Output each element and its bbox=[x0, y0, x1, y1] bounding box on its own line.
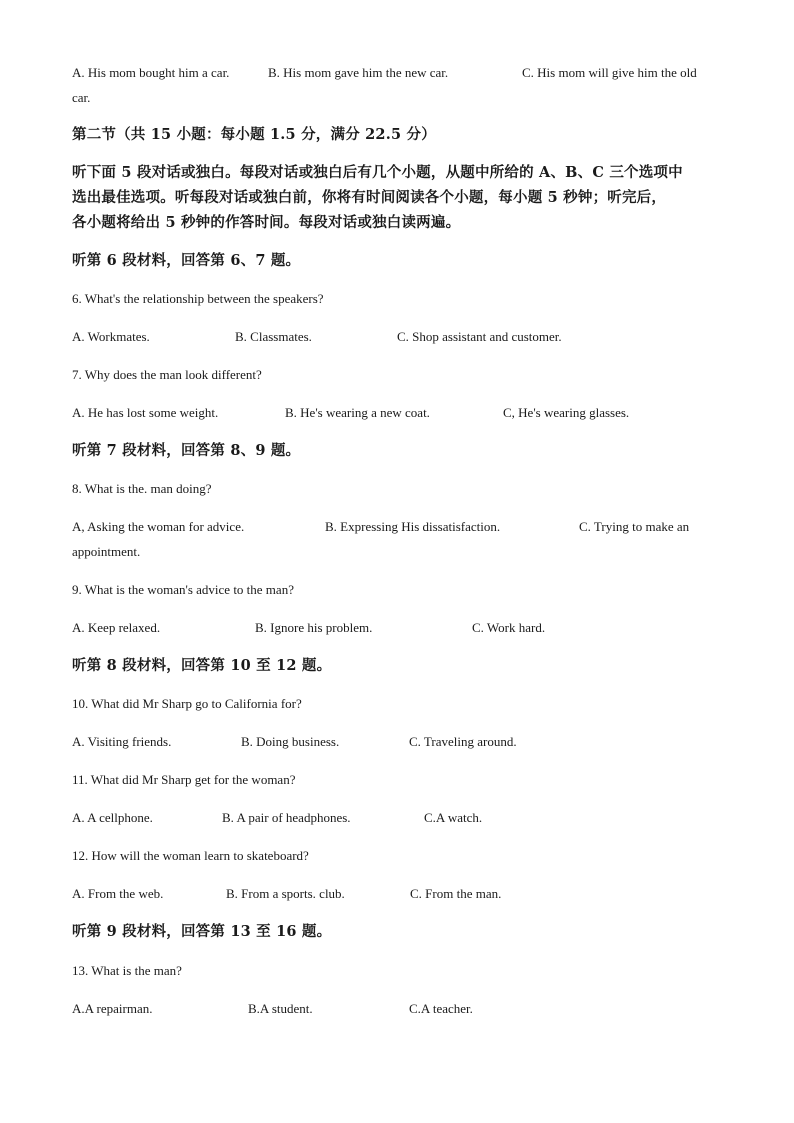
section-title: 第二节（共 15 小题：每小题 1.5 分，满分 22.5 分） bbox=[72, 126, 436, 143]
q6-option-a: A. Workmates. bbox=[72, 329, 150, 344]
q6-option-b: B. Classmates. bbox=[235, 329, 312, 344]
q11-option-c: C.A watch. bbox=[424, 810, 483, 825]
q12-option-b: B. From a sports. club. bbox=[226, 886, 345, 901]
q8-option-c: C. Trying to make an bbox=[579, 519, 690, 534]
question-7-stem: 7. Why does the man look different? bbox=[72, 367, 262, 382]
q11-option-b: B. A pair of headphones. bbox=[222, 810, 351, 825]
q9-option-b: B. Ignore his problem. bbox=[255, 620, 373, 635]
instructions-line-3: 各小题将给出 5 秒钟的作答时间。每段对话或独白读两遍。 bbox=[72, 214, 461, 231]
q13-option-b: B.A student. bbox=[248, 1001, 313, 1016]
q11-option-a: A. A cellphone. bbox=[72, 810, 153, 825]
q5-option-a: A. His mom bought him a car. bbox=[72, 65, 230, 80]
q6-option-c: C. Shop assistant and customer. bbox=[397, 329, 562, 344]
instructions-line-1: 听下面 5 段对话或独白。每段对话或独白后有几个小题，从题中所给的 A、B、C 三个选项中 bbox=[72, 164, 683, 181]
q12-option-a: A. From the web. bbox=[72, 886, 164, 901]
question-13-stem: 13. What is the man? bbox=[72, 963, 182, 978]
q12-option-c: C. From the man. bbox=[410, 886, 502, 901]
q7-option-a: A. He has lost some weight. bbox=[72, 405, 219, 420]
question-9-stem: 9. What is the woman's advice to the man? bbox=[72, 582, 294, 597]
instructions-line-2: 选出最佳选项。听每段对话或独白前，你将有时间阅读各个小题，每小题 5 秒钟；听完后， bbox=[72, 189, 667, 206]
q9-option-a: A. Keep relaxed. bbox=[72, 620, 161, 635]
q8-option-b: B. Expressing His dissatisfaction. bbox=[325, 519, 501, 534]
q5-option-c-continued: car. bbox=[72, 90, 91, 105]
group-heading-8: 听第 8 段材料，回答第 10 至 12 题。 bbox=[72, 657, 332, 674]
group-heading-7: 听第 7 段材料，回答第 8、9 题。 bbox=[72, 442, 301, 459]
q7-option-b: B. He's wearing a new coat. bbox=[285, 405, 430, 420]
q10-option-c: C. Traveling around. bbox=[409, 734, 517, 749]
question-11-stem: 11. What did Mr Sharp get for the woman? bbox=[72, 772, 296, 787]
question-8-stem: 8. What is the. man doing? bbox=[72, 481, 212, 496]
q13-option-a: A.A repairman. bbox=[72, 1001, 153, 1016]
q8-option-a: A, Asking the woman for advice. bbox=[72, 519, 245, 534]
q13-option-c: C.A teacher. bbox=[409, 1001, 473, 1016]
question-10-stem: 10. What did Mr Sharp go to California for? bbox=[72, 696, 302, 711]
q10-option-b: B. Doing business. bbox=[241, 734, 340, 749]
q9-option-c: C. Work hard. bbox=[472, 620, 546, 635]
question-6-stem: 6. What's the relationship between the speakers? bbox=[72, 291, 324, 306]
group-heading-9: 听第 9 段材料，回答第 13 至 16 题。 bbox=[72, 923, 332, 940]
q5-option-c: C. His mom will give him the old bbox=[522, 65, 697, 80]
q5-option-b: B. His mom gave him the new car. bbox=[268, 65, 449, 80]
q8-option-c-continued: appointment. bbox=[72, 544, 141, 559]
question-12-stem: 12. How will the woman learn to skateboard? bbox=[72, 848, 309, 863]
q10-option-a: A. Visiting friends. bbox=[72, 734, 172, 749]
q7-option-c: C, He's wearing glasses. bbox=[503, 405, 630, 420]
group-heading-6: 听第 6 段材料，回答第 6、7 题。 bbox=[72, 252, 301, 269]
